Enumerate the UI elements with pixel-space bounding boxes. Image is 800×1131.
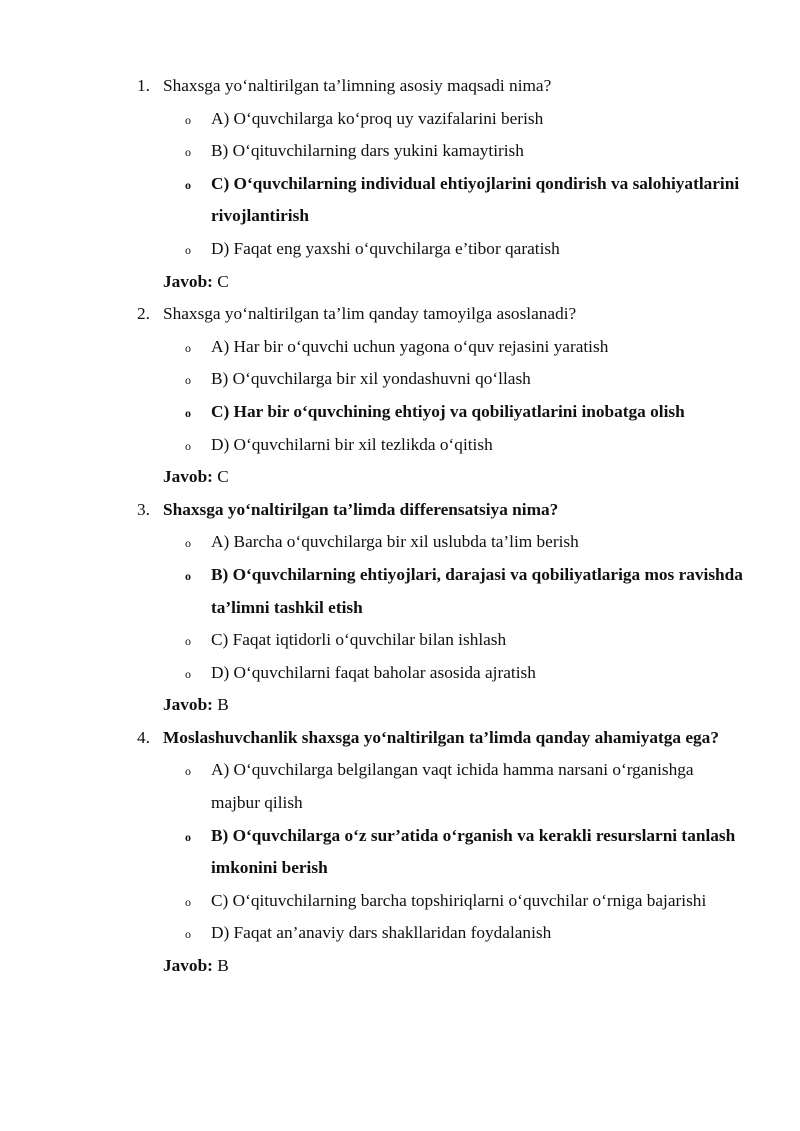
option-d — [0, 429, 800, 462]
option-b — [0, 135, 800, 168]
question-row — [0, 494, 800, 527]
question-text: Shaxsga yo‘naltirilgan ta’lim qanday tamoyilga asoslanadi? — [163, 304, 577, 324]
hollow-circle-bullet-icon: o — [185, 829, 191, 844]
hollow-circle-bullet-icon: o — [185, 373, 191, 388]
option-d — [0, 233, 800, 266]
option-d — [0, 657, 800, 690]
question-2 — [0, 298, 800, 494]
option-c — [0, 168, 800, 233]
option-d — [0, 917, 800, 950]
answer-line — [0, 461, 800, 494]
answer-value: C — [212, 467, 229, 487]
hollow-circle-bullet-icon: o — [185, 568, 191, 583]
option-text: D) O‘quvchilarni faqat baholar asosida ajratish — [211, 662, 536, 682]
answer-line — [0, 689, 800, 722]
hollow-circle-bullet-icon: o — [185, 438, 191, 453]
answer-value: B — [212, 956, 229, 976]
question-number: 3. — [137, 499, 150, 519]
option-text: B) O‘quvchilarga bir xil yondashuvni qo‘llash — [211, 369, 531, 389]
quiz-document — [0, 70, 800, 983]
question-row — [0, 722, 800, 755]
option-list — [0, 331, 800, 461]
option-text: D) O‘quvchilarni bir xil tezlikda o‘qitish — [211, 434, 493, 454]
option-text: D) Faqat an’anaviy dars shakllaridan foydalanish — [211, 923, 552, 943]
option-a — [0, 754, 800, 819]
option-b — [0, 559, 800, 624]
option-text: A) Har bir o‘quvchi uchun yagona o‘quv rejasini yaratish — [211, 336, 609, 356]
option-b — [0, 363, 800, 396]
option-a — [0, 331, 800, 364]
answer-value: B — [212, 695, 229, 715]
option-text: C) O‘qituvchilarning barcha topshiriqlarni o‘quvchilar o‘rniga bajarishi — [211, 890, 707, 910]
option-text: B) O‘qituvchilarning dars yukini kamaytirish — [211, 141, 524, 161]
option-list — [0, 754, 800, 950]
hollow-circle-bullet-icon: o — [185, 177, 191, 192]
option-text: B) O‘quvchilarning ehtiyojlari, darajasi va qobiliyatlariga mos ravishda ta’limni tashkil etish — [211, 564, 743, 617]
hollow-circle-bullet-icon: o — [185, 242, 191, 257]
option-a — [0, 103, 800, 136]
question-text: Moslashuvchanlik shaxsga yo‘naltirilgan ta’limda qanday ahamiyatga ega? — [163, 727, 719, 747]
question-text: Shaxsga yo‘naltirilgan ta’limda differensatsiya nima? — [163, 499, 559, 519]
hollow-circle-bullet-icon: o — [185, 112, 191, 127]
option-c — [0, 396, 800, 429]
option-text: B) O‘quvchilarga o‘z sur’atida o‘rganish va kerakli resurslarni tanlash imkonini berish — [211, 825, 736, 878]
hollow-circle-bullet-icon: o — [185, 340, 191, 355]
question-3 — [0, 494, 800, 722]
answer-label: Javob: — [163, 467, 213, 487]
hollow-circle-bullet-icon: o — [185, 927, 191, 942]
hollow-circle-bullet-icon: o — [185, 536, 191, 551]
option-text: C) Faqat iqtidorli o‘quvchilar bilan ishlash — [211, 630, 507, 650]
hollow-circle-bullet-icon: o — [185, 634, 191, 649]
option-text: C) Har bir o‘quvchining ehtiyoj va qobiliyatlarini inobatga olish — [211, 401, 685, 421]
option-c — [0, 624, 800, 657]
option-text: D) Faqat eng yaxshi o‘quvchilarga e’tibor qaratish — [211, 238, 560, 258]
question-number: 2. — [137, 304, 150, 324]
answer-label: Javob: — [163, 695, 213, 715]
hollow-circle-bullet-icon: o — [185, 405, 191, 420]
hollow-circle-bullet-icon: o — [185, 666, 191, 681]
question-row — [0, 70, 800, 103]
option-list — [0, 103, 800, 266]
answer-line — [0, 266, 800, 299]
option-b — [0, 820, 800, 885]
option-text: A) Barcha o‘quvchilarga bir xil uslubda ta’lim berish — [211, 532, 579, 552]
option-text: A) O‘quvchilarga ko‘proq uy vazifalarini berish — [211, 108, 544, 128]
question-4 — [0, 722, 800, 983]
hollow-circle-bullet-icon: o — [185, 764, 191, 779]
question-row — [0, 298, 800, 331]
hollow-circle-bullet-icon: o — [185, 145, 191, 160]
hollow-circle-bullet-icon: o — [185, 894, 191, 909]
answer-value: C — [212, 271, 229, 291]
option-a — [0, 526, 800, 559]
option-text: A) O‘quvchilarga belgilangan vaqt ichida hamma narsani o‘rganishga majbur qilish — [211, 760, 694, 813]
question-1 — [0, 70, 800, 298]
answer-line — [0, 950, 800, 983]
answer-label: Javob: — [163, 956, 213, 976]
answer-label: Javob: — [163, 271, 213, 291]
option-text: C) O‘quvchilarning individual ehtiyojlarini qondirish va salohiyatlarini rivojlantirish — [211, 173, 740, 226]
question-text: Shaxsga yo‘naltirilgan ta’limning asosiy maqsadi nima? — [163, 76, 552, 95]
question-number: 4. — [137, 727, 150, 747]
question-number: 1. — [137, 76, 150, 95]
option-list — [0, 526, 800, 689]
option-c — [0, 885, 800, 918]
